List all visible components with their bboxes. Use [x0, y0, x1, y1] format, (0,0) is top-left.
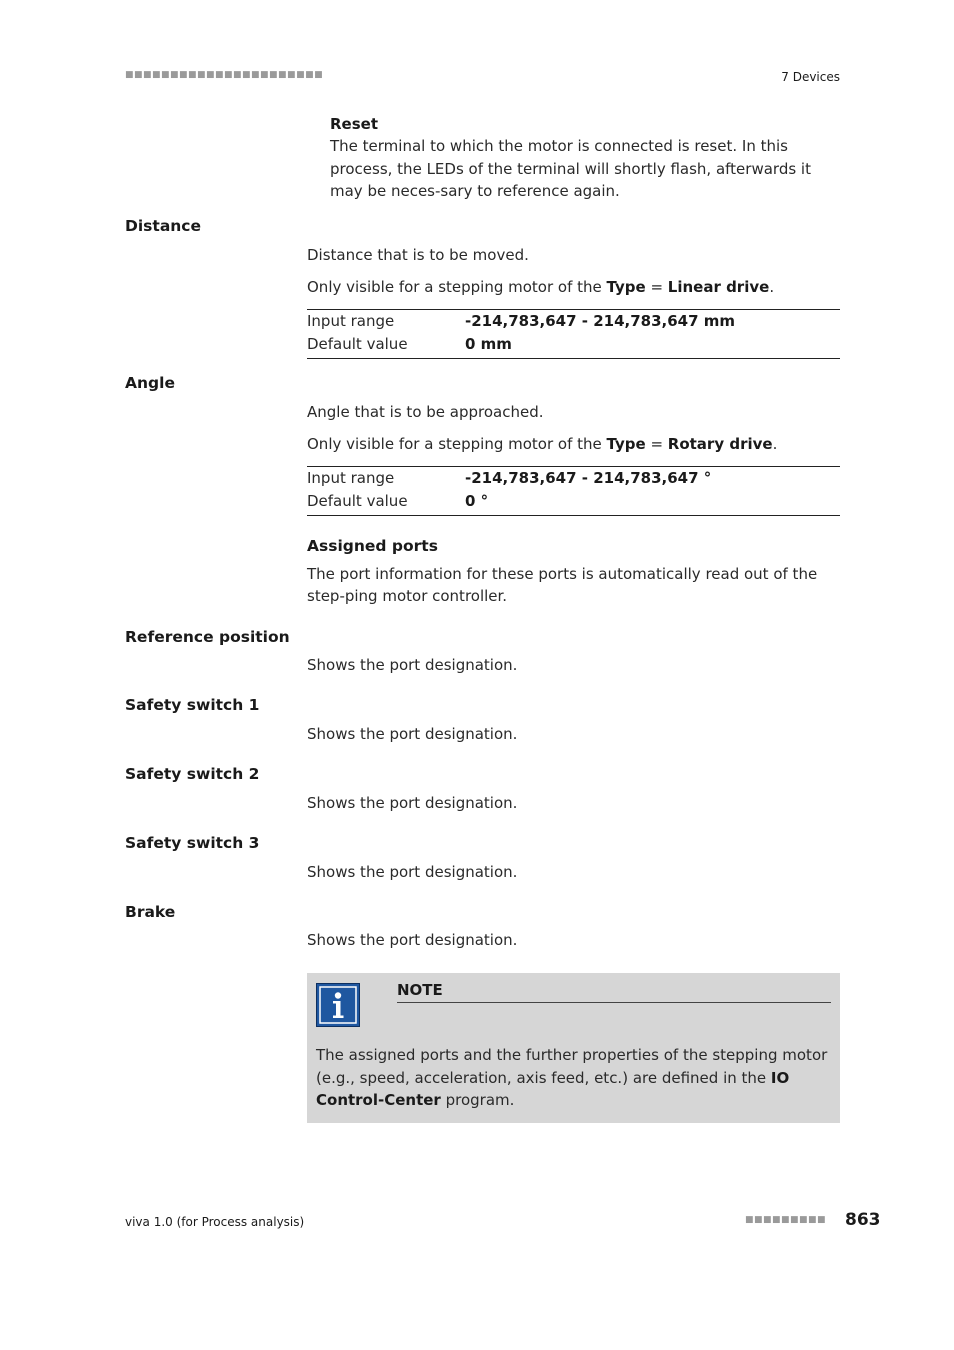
footer-decoration: ■■■■■■■■■ — [745, 1215, 827, 1225]
input-range-value: -214,783,647 - 214,783,647 mm — [465, 312, 736, 330]
term-brake: Brake — [125, 903, 176, 921]
assigned-ports-text: The port information for these ports is automatically read out of the step-ping motor controller. — [307, 564, 818, 605]
term-reference-position: Reference position — [125, 628, 290, 646]
equals: = — [645, 435, 668, 453]
term-safety-switch-1: Safety switch 1 — [125, 696, 260, 714]
reference-position-description: Shows the port designation. — [307, 656, 518, 674]
distance-description: Distance that is to be moved. — [307, 246, 529, 264]
safety-switch-3-description: Shows the port designation. — [307, 863, 518, 881]
footer-product: viva 1.0 (for Process analysis) — [125, 1215, 305, 1229]
visibility-text: Only visible for a stepping motor of the — [307, 435, 607, 453]
term-distance: Distance — [125, 217, 202, 235]
table-row — [307, 334, 840, 357]
reset-section — [330, 113, 835, 202]
note-text-end: program. — [440, 1091, 515, 1109]
page-number: 863 — [845, 1210, 881, 1230]
term-safety-switch-2: Safety switch 2 — [125, 765, 260, 783]
chapter-title: 7 Devices — [781, 70, 840, 84]
assigned-ports-section — [307, 535, 840, 608]
header-decoration: ■■■■■■■■■■■■■■■■■■■■■■ — [125, 70, 324, 80]
note-box — [307, 973, 840, 1123]
term-angle: Angle — [125, 374, 175, 392]
angle-description: Angle that is to be approached. — [307, 403, 544, 421]
type-value: Rotary drive — [667, 435, 773, 453]
input-range-value: -214,783,647 - 214,783,647 ° — [465, 469, 712, 487]
table-row — [307, 491, 840, 514]
default-value-label: Default value — [307, 492, 408, 510]
visibility-text: Only visible for a stepping motor of the — [307, 278, 607, 296]
equals: = — [645, 278, 668, 296]
info-icon-glyph — [317, 984, 359, 1026]
type-keyword: Type — [606, 435, 646, 453]
reset-text: The terminal to which the motor is connected is reset. In this process, the LEDs of the terminal will shortly flash, afterwards it may be neces-sary to reference again. — [330, 137, 811, 200]
distance-value-table — [307, 309, 840, 359]
program-name: IO Control-Center — [316, 1068, 790, 1109]
assigned-ports-title: Assigned ports — [307, 537, 438, 555]
safety-switch-2-description: Shows the port designation. — [307, 794, 518, 812]
note-text-start: The assigned ports and the further properties of the stepping motor (e.g., speed, acceleration, axis feed, etc.) are defined in the — [316, 1046, 828, 1087]
angle-visibility-note — [307, 433, 840, 456]
table-row — [307, 468, 840, 491]
default-value-label: Default value — [307, 335, 408, 353]
angle-value-table — [307, 466, 840, 516]
period: . — [769, 278, 775, 296]
brake-description: Shows the port designation. — [307, 931, 518, 949]
type-keyword: Type — [606, 278, 646, 296]
note-text — [316, 1044, 836, 1112]
term-safety-switch-3: Safety switch 3 — [125, 834, 260, 852]
safety-switch-1-description: Shows the port designation. — [307, 725, 518, 743]
reset-title: Reset — [330, 115, 378, 133]
type-value: Linear drive — [667, 278, 770, 296]
note-title: NOTE — [397, 981, 831, 1003]
distance-visibility-note — [307, 276, 840, 299]
table-row — [307, 311, 840, 334]
default-value: 0 ° — [465, 492, 489, 510]
default-value: 0 mm — [465, 335, 512, 353]
info-icon — [316, 983, 360, 1027]
input-range-label: Input range — [307, 312, 395, 330]
period: . — [772, 435, 778, 453]
input-range-label: Input range — [307, 469, 395, 487]
